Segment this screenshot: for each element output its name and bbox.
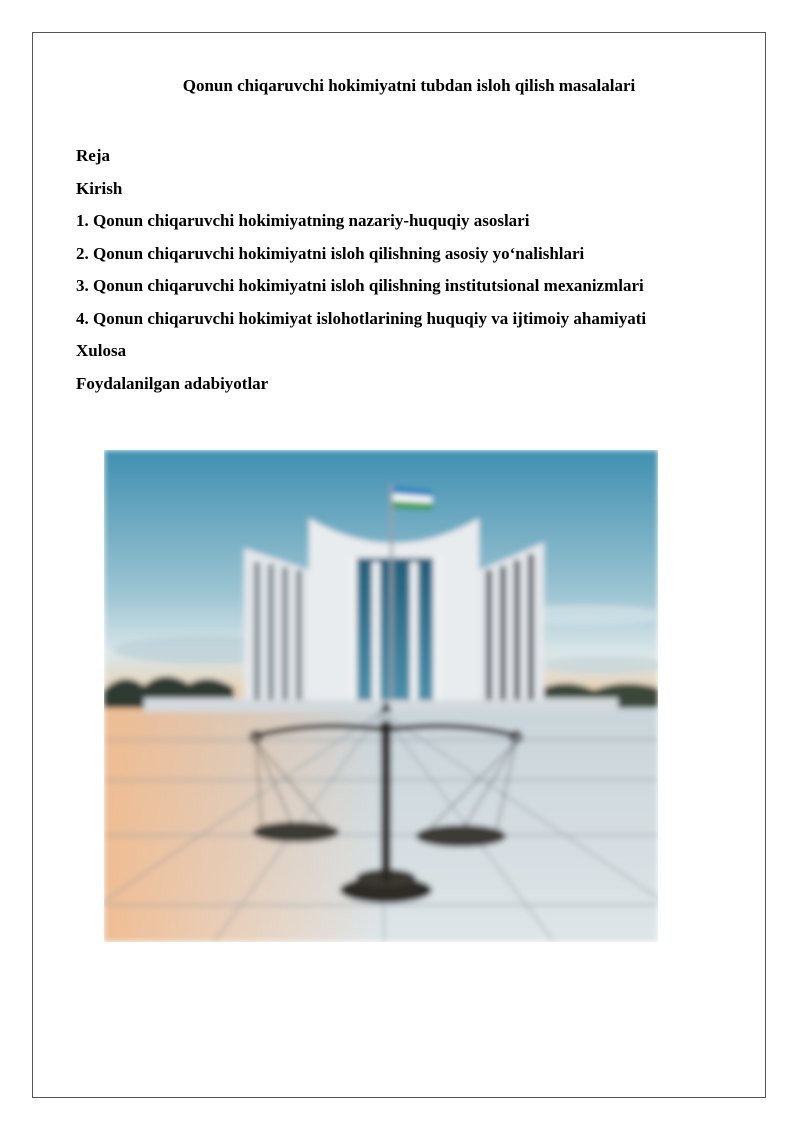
toc-item-4: 4. Qonun chiqaruvchi hokimiyat islohotlarining huquqiy va ijtimoiy ahamiyati xyxy=(76,308,647,328)
illustration-scene xyxy=(104,450,658,942)
plan-heading: Reja xyxy=(76,146,110,165)
toc-item-introduction: Kirish xyxy=(76,178,123,198)
toc-item-2: 2. Qonun chiqaruvchi hokimiyatni isloh qilishning asosiy yo‘nalishlari xyxy=(76,243,585,263)
toc-item-1: 1. Qonun chiqaruvchi hokimiyatning nazariy-huquqiy asoslari xyxy=(76,211,530,230)
uzbek-flag xyxy=(393,486,432,510)
building-steps xyxy=(144,698,618,712)
building-glass-facade xyxy=(349,558,441,700)
document-title: Qonun chiqaruvchi hokimiyatni tubdan isloh qilish masalalari xyxy=(182,76,636,95)
table-of-contents xyxy=(76,140,646,400)
flagpole xyxy=(390,484,393,700)
toc-item-3: 3. Qonun chiqaruvchi hokimiyatni isloh qilishning institutsional mexanizmlari xyxy=(76,276,644,295)
parliament-scales-illustration xyxy=(104,450,658,942)
toc-item-conclusion: Xulosa xyxy=(76,341,127,360)
toc-item-references: Foydalanilgan adabiyotlar xyxy=(76,373,269,393)
